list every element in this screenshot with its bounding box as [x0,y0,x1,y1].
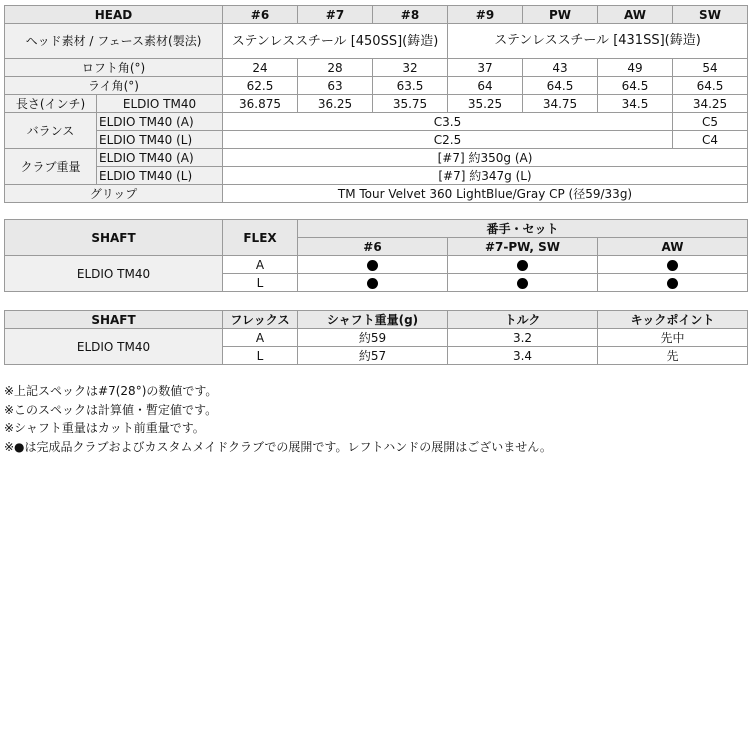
loft-value: 54 [673,59,748,77]
material-value-a: ステンレススチール [450SS](鋳造) [223,24,448,59]
loft-value: 43 [523,59,598,77]
notes [4,382,552,456]
lie-value: 64.5 [673,77,748,95]
loft-value: 28 [298,59,373,77]
loft-value: 49 [598,59,673,77]
club-weight-shaft-l: ELDIO TM40 (L) [97,167,223,185]
shaft-spec-weight: 約59 [298,329,448,347]
shaft-spec-flex: A [223,329,298,347]
set-shaft-name: ELDIO TM40 [5,256,223,292]
head-spec-table [4,5,748,203]
club-weight-value-a: [#7] 約350g (A) [223,149,748,167]
shaft-spec-kick: 先 [598,347,748,365]
lie-value: 63 [298,77,373,95]
set-flex: A [223,256,298,274]
loft-value: 24 [223,59,298,77]
lie-value: 63.5 [373,77,448,95]
available-dot [667,260,678,271]
loft-value: 37 [448,59,523,77]
available-dot [517,260,528,271]
club-weight-label: クラブ重量 [5,149,97,185]
length-label: 長さ(インチ) [5,95,97,113]
loft-label: ロフト角(°) [5,59,223,77]
set-col-header: AW [598,238,748,256]
shaft-spec-flex: L [223,347,298,365]
note-line: ※シャフト重量はカット前重量です。 [4,421,205,435]
set-col-header: #6 [298,238,448,256]
shaft-spec-torque: 3.4 [448,347,598,365]
balance-sw-a: C5 [673,113,748,131]
lie-value: 62.5 [223,77,298,95]
length-value: 35.25 [448,95,523,113]
col-header: #7 [298,6,373,24]
available-dot [367,260,378,271]
set-header: 番手・セット [298,220,748,238]
balance-shaft-l: ELDIO TM40 (L) [97,131,223,149]
note-line: ※このスペックは計算値・暫定値です。 [4,402,218,417]
club-weight-shaft-a: ELDIO TM40 (A) [97,149,223,167]
flex-header: FLEX [223,220,298,256]
note-line: ※●は完成品クラブおよびカスタムメイドクラブでの展開です。レフトハンドの展開はございません。 [4,439,552,454]
length-value: 34.5 [598,95,673,113]
set-col-header: #7-PW, SW [448,238,598,256]
col-header: AW [598,6,673,24]
lie-value: 64.5 [598,77,673,95]
length-value: 34.75 [523,95,598,113]
col-header: #6 [223,6,298,24]
lie-value: 64.5 [523,77,598,95]
shaft-set-table [4,219,748,292]
shaft-spec-torque: 3.2 [448,329,598,347]
note-line: ※上記スペックは#7(28°)の数値です。 [4,384,218,398]
col-header: #8 [373,6,448,24]
length-value: 36.25 [298,95,373,113]
col-header: PW [523,6,598,24]
shaft-spec-kick: 先中 [598,329,748,347]
shaft-spec-header: トルク [448,311,598,329]
grip-value: TM Tour Velvet 360 LightBlue/Gray CP (径59/33g) [223,185,748,203]
set-flex: L [223,274,298,292]
col-header: SW [673,6,748,24]
lie-label: ライ角(°) [5,77,223,95]
length-value: 36.875 [223,95,298,113]
available-dot [667,278,678,289]
shaft-spec-table [4,310,748,365]
available-dot [367,278,378,289]
material-value-b: ステンレススチール [431SS](鋳造) [448,24,748,59]
length-shaft: ELDIO TM40 [97,95,223,113]
shaft-header: SHAFT [5,220,223,256]
lie-value: 64 [448,77,523,95]
length-value: 35.75 [373,95,448,113]
shaft-spec-header: キックポイント [598,311,748,329]
balance-shaft-a: ELDIO TM40 (A) [97,113,223,131]
balance-sw-l: C4 [673,131,748,149]
shaft-spec-header: SHAFT [5,311,223,329]
club-weight-value-l: [#7] 約347g (L) [223,167,748,185]
available-dot [517,278,528,289]
balance-label: バランス [5,113,97,149]
grip-label: グリップ [5,185,223,203]
shaft-spec-header: フレックス [223,311,298,329]
loft-value: 32 [373,59,448,77]
shaft-spec-header: シャフト重量(g) [298,311,448,329]
shaft-spec-weight: 約57 [298,347,448,365]
material-label: ヘッド素材 / フェース素材(製法) [5,24,223,59]
length-value: 34.25 [673,95,748,113]
shaft-spec-name: ELDIO TM40 [5,329,223,365]
balance-value-l: C2.5 [223,131,673,149]
balance-value-a: C3.5 [223,113,673,131]
head-header: HEAD [5,6,223,24]
col-header: #9 [448,6,523,24]
